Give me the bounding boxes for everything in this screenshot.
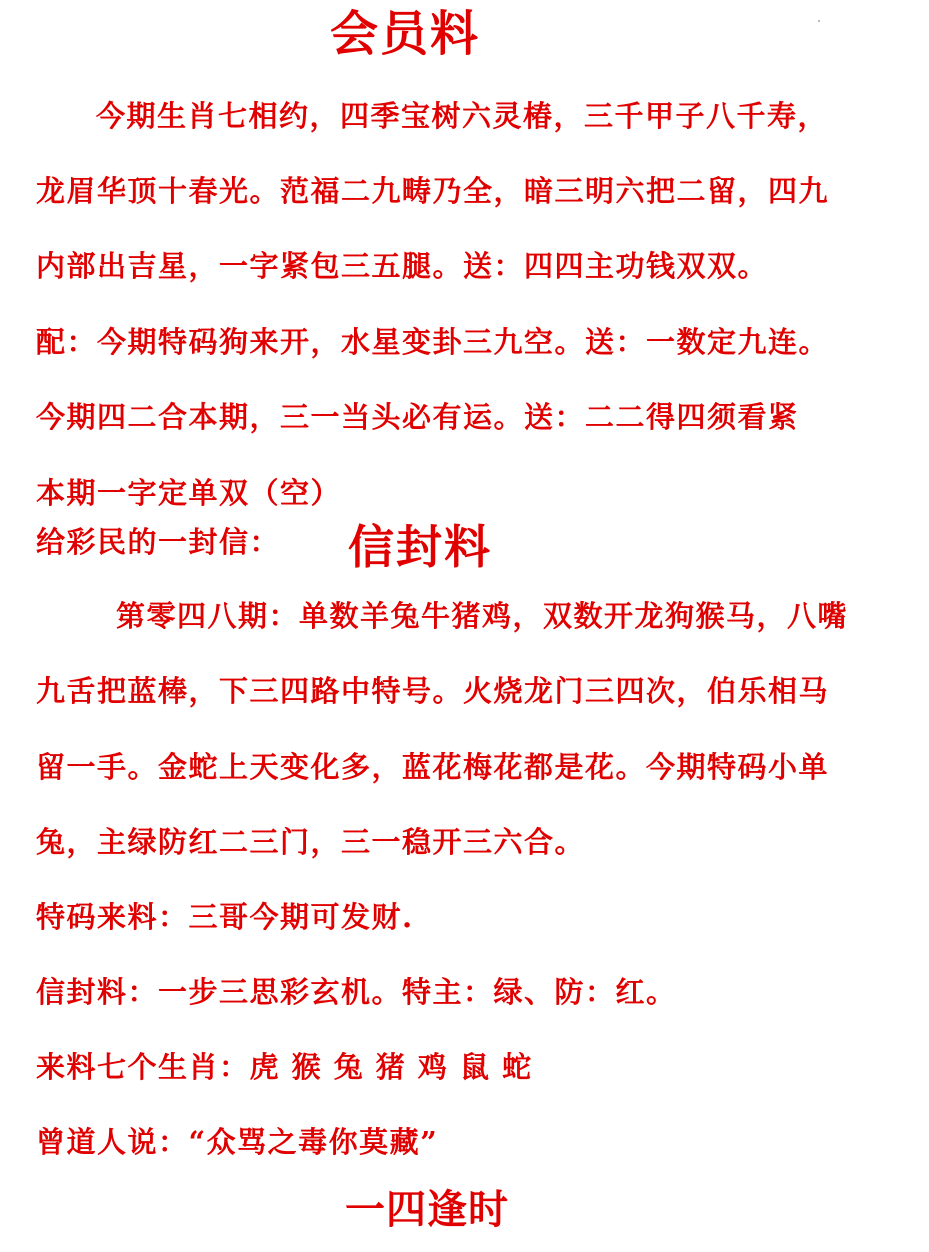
scan-speck	[818, 20, 820, 22]
letter-line-4: 兔，主绿防红二三门，三一稳开三六合。	[36, 825, 586, 859]
letter-line-1: 第零四八期：单数羊兔牛猪鸡，双数开龙狗猴马，八嘴	[116, 599, 849, 633]
member-line-4: 配：今期特码狗来开，水星变卦三九空。送：一数定九连。	[36, 325, 830, 359]
footer-title: 一四逢时	[345, 1186, 509, 1233]
letter-line-5: 特码来料：三哥今期可发财.	[36, 900, 414, 934]
letter-line-3: 留一手。金蛇上天变化多，蓝花梅花都是花。今期特码小单	[36, 750, 830, 784]
letter-line-6: 信封料：一步三思彩玄机。特主：绿、防：红。	[36, 975, 677, 1009]
letter-section-title: 信封料	[348, 520, 492, 574]
letter-line-8: 曾道人说：“众骂之毒你莫藏”	[36, 1125, 439, 1159]
member-line-6: 本期一字定单双（空）	[36, 476, 342, 510]
member-line-3: 内部出吉星，一字紧包三五腿。送：四四主功钱双双。	[36, 249, 769, 283]
member-line-1: 今期生肖七相约，四季宝树六灵椿，三千甲子八千寿，	[96, 99, 829, 133]
member-line-5: 今期四二合本期，三一当头必有运。送：二二得四须看紧	[36, 400, 799, 434]
member-section-title: 会员料	[330, 6, 481, 62]
letter-line-2: 九舌把蓝棒，下三四路中特号。火烧龙门三四次，伯乐相马	[36, 674, 830, 708]
member-line-2: 龙眉华顶十春光。范福二九畴乃全，暗三明六把二留，四九	[36, 174, 830, 208]
letter-line-7: 来料七个生肖：虎 猴 兔 猪 鸡 鼠 蛇	[36, 1050, 533, 1084]
letter-prefix: 给彩民的一封信：	[36, 525, 281, 559]
